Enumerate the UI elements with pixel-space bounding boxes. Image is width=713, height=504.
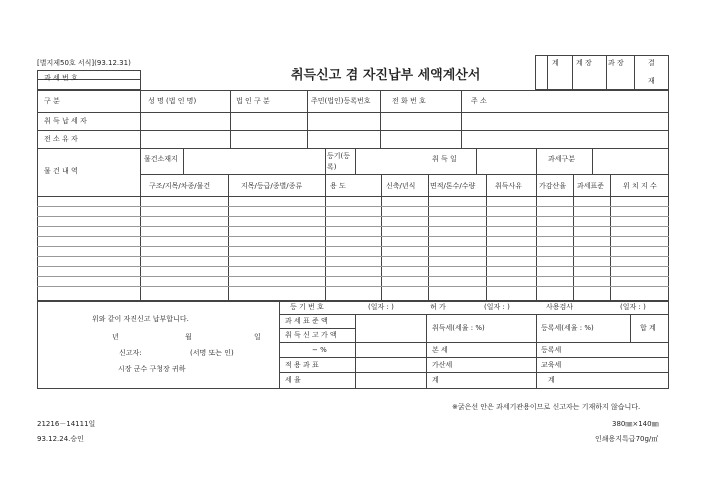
reg-tax-label: 등록세 xyxy=(541,346,562,354)
footnote: ※굵은선 안은 과세기관용이므로 신고자는 기재하지 않습니다. xyxy=(452,403,641,411)
table-row xyxy=(37,236,669,237)
approval-c4: 결 xyxy=(648,59,655,67)
approval-c1: 계 xyxy=(552,59,559,67)
reporter-label: 신고자: xyxy=(119,349,142,357)
property-label: 물 건 내 역 xyxy=(44,167,78,175)
column-header: 신축/년식 xyxy=(386,182,416,190)
header-phone: 전 화 번 호 xyxy=(392,97,426,105)
sum2-label: 계 xyxy=(548,376,555,384)
tax-amount-label: 세 율 xyxy=(285,376,301,384)
column-header: 용 도 xyxy=(330,182,346,190)
year-label: 년 xyxy=(112,333,119,341)
registration-label: 등기(등록) xyxy=(327,152,351,172)
tax-base-amount-label: 과 세 표 준 액 xyxy=(285,317,328,325)
header-name: 성 명 (법 인 명) xyxy=(148,97,197,105)
tax-number-label: 과 세 번 호 xyxy=(44,74,78,82)
footer-size: 380㎜×140㎜ xyxy=(612,420,659,428)
addressee-label: 시장 군수 구청장 귀하 xyxy=(118,365,186,373)
table-row xyxy=(37,286,669,287)
column-header: 면적/톤수/수량 xyxy=(430,182,476,190)
signature-label: (서명 또는 인) xyxy=(190,349,234,357)
table-row xyxy=(37,246,669,247)
table-row xyxy=(37,256,669,257)
approval-c2: 계 장 xyxy=(576,59,592,67)
form-title: 취득신고 겸 자진납부 세액계산서 xyxy=(291,68,481,83)
permit-label: 허 가 xyxy=(430,303,446,311)
day-label: 일 xyxy=(254,333,261,341)
column-header: 구조/지목/차종/물건 xyxy=(149,182,211,190)
property-location-label: 물건소재지 xyxy=(144,155,178,163)
tax-category-label: 과세구분 xyxy=(548,155,576,163)
footer-paper: 인쇄용지특급70g/㎡ xyxy=(595,435,659,443)
acq-tax-rate-label: 취득세(세율 : %) xyxy=(432,324,485,332)
declaration-text: 위와 같이 자진신고 납부합니다. xyxy=(92,315,189,323)
column-header: 과세표준 xyxy=(577,182,605,190)
approval-c3: 과 장 xyxy=(608,59,624,67)
header-category: 구 분 xyxy=(44,97,60,105)
row-owner-label: 전 소 유 자 xyxy=(44,135,78,143)
approval-c5: 재 xyxy=(648,77,655,85)
usage-inspection-label: 사용검사 xyxy=(546,303,574,311)
form-label: [별지제50호 서식](93.12.31) xyxy=(37,59,131,67)
usage-date-field: (일자 : ) xyxy=(620,303,646,311)
column-header: 지목/등급/종별/종류 xyxy=(241,182,303,190)
table-row xyxy=(37,276,669,277)
header-corp-type: 법 인 구 분 xyxy=(236,97,270,105)
applied-deduction-label: 적 용 과 표 xyxy=(285,361,319,369)
sum-label: 계 xyxy=(432,376,439,384)
acq-report-price-label: 취 득 신 고 가 액 xyxy=(285,331,337,339)
table-row xyxy=(37,266,669,267)
table-row xyxy=(37,226,669,227)
table-row xyxy=(37,206,669,207)
footer-code: 21216－14111일 xyxy=(37,420,96,428)
reg-tax-rate-label: 등록세(세율 : %) xyxy=(541,324,594,332)
total-label: 합 계 xyxy=(640,324,656,332)
column-header: 가감산율 xyxy=(539,182,567,190)
reg-number-label: 등 기 번 호 xyxy=(290,303,324,311)
row-acquirer-label: 취 득 납 세 자 xyxy=(44,117,87,125)
header-address: 주 소 xyxy=(471,97,487,105)
footer-approved: 93.12.24.승인 xyxy=(37,435,84,443)
edu-tax-label: 교육세 xyxy=(541,361,562,369)
acquisition-date-label: 취 득 일 xyxy=(432,155,457,163)
column-header: 위 치 지 수 xyxy=(623,182,657,190)
percent-field: − % xyxy=(312,346,327,354)
header-reg-no: 주민(법인)등록번호 xyxy=(311,97,371,105)
column-header: 취득사유 xyxy=(495,182,523,190)
additional-tax-label: 가산세 xyxy=(432,361,453,369)
principal-tax-label: 본 세 xyxy=(432,346,448,354)
table-row xyxy=(37,216,669,217)
month-label: 월 xyxy=(185,333,192,341)
reg-date-field: (일자 : ) xyxy=(368,303,394,311)
permit-date-field: (일자 : ) xyxy=(484,303,510,311)
